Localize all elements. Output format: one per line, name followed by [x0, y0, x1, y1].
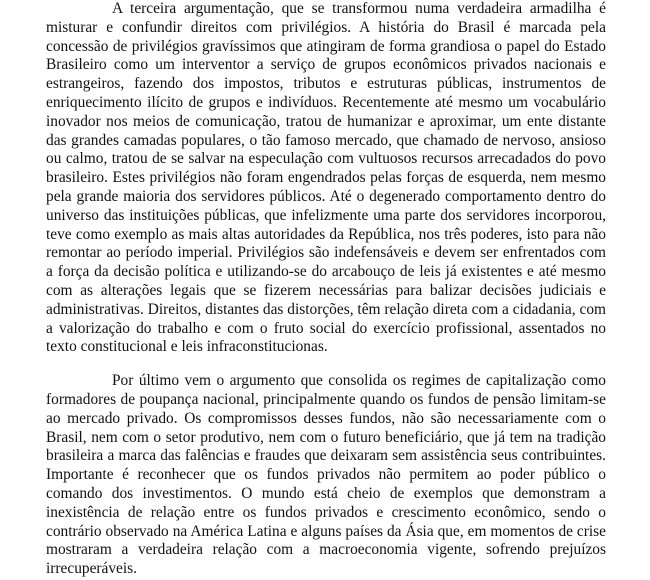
paragraph-capitalization: Por último vem o argumento que consolida os regimes de capitalização como formadores de poupança nacional, principalmente quando os fundos de pensão limitam-se ao mercado privado. Os compromissos desses fundos, não são necessariamente com o Brasil, nem com o setor produtivo, nem com o futuro beneficiário, que já tem na tradição brasileira a marca das falências e fraudes que deixaram sem assistência seus contribuintes. Importante é reconhecer que os fundos privados não permitem ao poder público o comando dos investimentos. O mundo está cheio de exemplos que demonstram a inexistência de relação entre os fundos privados e crescimento econômico, sendo o contrário observado na América Latina e alguns países da Ásia que, em momentos de crise mostraram a verdadeira relação com a macroeconomia vigente, sofrendo prejuízos irrecuperáveis. [46, 372, 606, 578]
paragraph-privileges: A terceira argumentação, que se transformou numa verdadeira armadilha é misturar e confundir direitos com privilégios. A história do Brasil é marcada pela concessão de privilégios gravíssimos que atingiram de forma grandiosa o papel do Estado Brasileiro como um interventor a serviço de grupos econômicos privados nacionais e estrangeiros, fazendo dos impostos, tributos e estruturas públicas, instrumentos de enriquecimento ilícito de grupos e indivíduos. Recentemente até mesmo um vocabulário inovador nos meios de comunicação, tratou de humanizar e aproximar, um ente distante das grandes camadas populares, o tão famoso mercado, que chamado de nervoso, ansioso ou calmo, tratou de se salvar na especulação com vultuosos recursos arrecadados do povo brasileiro. Estes privilégios não foram engendrados pelas forças de esquerda, nem mesmo pela grande maioria dos servidores públicos. Até o degenerado comportamento dentro do universo das instituições públicas, que infelizmente uma parte dos servidores incorporou, teve como exemplo as mais altas autoridades da República, nos três poderes, isto para não remontar ao período imperial. Privilégios são indefensáveis e devem ser enfrentados com a força da decisão política e utilizando-se do arcabouço de leis já existentes e até mesmo com as alterações legais que se fizerem necessárias para balizar decisões judiciais e administrativas. Direitos, distantes das distorções, têm relação direta com a cidadania, com a valorização do trabalho e com o fruto social do exercício profissional, assentados no texto constitucional e leis infraconstitucionas. [46, 0, 606, 356]
document-page [46, 0, 606, 579]
